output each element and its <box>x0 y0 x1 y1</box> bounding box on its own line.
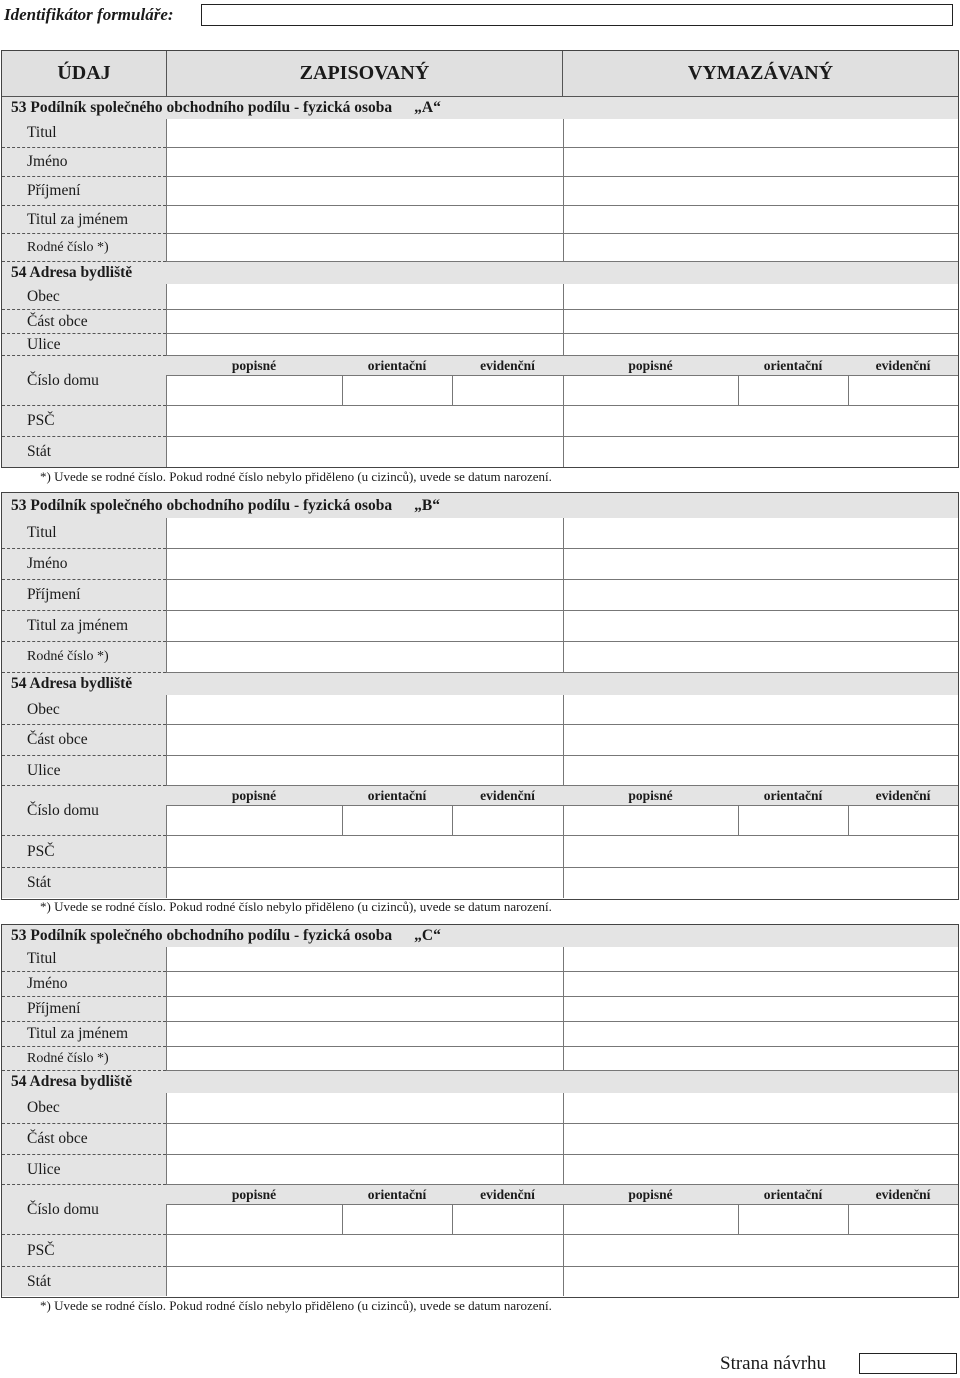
sublabel-orientacni: orientační <box>738 786 848 806</box>
titul-zapisovany-field[interactable] <box>166 119 563 148</box>
label-cast-obce: Část obce <box>2 1124 166 1155</box>
row-adresa <box>2 673 958 695</box>
label-rodne-cislo: Rodné číslo *) <box>2 234 166 262</box>
label-obec: Obec <box>2 1093 166 1124</box>
adresa-header-band <box>166 262 958 284</box>
label-stat: Stát <box>2 437 166 467</box>
popisne-vymazavany-field[interactable] <box>563 1205 738 1235</box>
row-titul <box>2 947 958 972</box>
label-jmeno: Jméno <box>2 148 166 177</box>
label-psc: PSČ <box>2 406 166 437</box>
titul-za-vymazavany-field[interactable] <box>563 611 958 642</box>
cast-obce-vymazavany-field[interactable] <box>563 1124 958 1155</box>
adresa-header-band <box>166 673 958 695</box>
popisne-vymazavany-field[interactable] <box>563 376 738 406</box>
orientacni-zapisovany-field[interactable] <box>342 376 452 406</box>
stat-vymazavany-field[interactable] <box>563 868 958 898</box>
ulice-vymazavany-field[interactable] <box>563 1155 958 1185</box>
cast-obce-vymazavany-field[interactable] <box>563 310 958 334</box>
psc-vymazavany-field[interactable] <box>563 836 958 868</box>
jmeno-vymazavany-field[interactable] <box>563 972 958 997</box>
psc-vymazavany-field[interactable] <box>563 406 958 437</box>
row-ulice <box>2 756 958 786</box>
sublabel-popisne: popisné <box>166 356 342 376</box>
label-psc: PSČ <box>2 836 166 868</box>
prijmeni-zapisovany-field[interactable] <box>166 997 563 1022</box>
row-cislo-domu <box>2 786 958 836</box>
row-cast-obce <box>2 1124 958 1155</box>
prijmeni-zapisovany-field[interactable] <box>166 177 563 206</box>
label-rodne-cislo: Rodné číslo *) <box>2 1047 166 1071</box>
orientacni-zapisovany-field[interactable] <box>342 806 452 836</box>
popisne-zapisovany-field[interactable] <box>166 1205 342 1235</box>
jmeno-vymazavany-field[interactable] <box>563 148 958 177</box>
label-titul: Titul <box>2 947 166 972</box>
ulice-zapisovany-field[interactable] <box>166 1155 563 1185</box>
row-jmeno <box>2 549 958 580</box>
row-obec <box>2 695 958 725</box>
row-stat <box>2 868 958 898</box>
evidencni-zapisovany-field[interactable] <box>452 806 563 836</box>
label-adresa: 54 Adresa bydliště <box>2 262 166 284</box>
obec-vymazavany-field[interactable] <box>563 284 958 310</box>
label-cislo-domu: Číslo domu <box>2 786 166 836</box>
prijmeni-vymazavany-field[interactable] <box>563 997 958 1022</box>
titul-vymazavany-field[interactable] <box>563 947 958 972</box>
sublabel-evidencni: evidenční <box>452 356 563 376</box>
psc-zapisovany-field[interactable] <box>166 406 563 437</box>
row-cislo-domu <box>2 356 958 406</box>
evidencni-vymazavany-field[interactable] <box>848 376 958 406</box>
titul-za-vymazavany-field[interactable] <box>563 206 958 234</box>
stat-zapisovany-field[interactable] <box>166 437 563 467</box>
row-titul <box>2 119 958 148</box>
prijmeni-vymazavany-field[interactable] <box>563 177 958 206</box>
sublabel-popisne: popisné <box>563 1185 738 1205</box>
stat-vymazavany-field[interactable] <box>563 1267 958 1296</box>
label-prijmeni: Příjmení <box>2 580 166 611</box>
block-person-b <box>1 492 959 900</box>
column-headers <box>2 51 958 97</box>
label-obec: Obec <box>2 695 166 725</box>
stat-vymazavany-field[interactable] <box>563 437 958 467</box>
row-rodne-cislo <box>2 642 958 673</box>
row-stat <box>2 437 958 467</box>
orientacni-zapisovany-field[interactable] <box>342 1205 452 1235</box>
row-adresa <box>2 1071 958 1093</box>
cast-obce-zapisovany-field[interactable] <box>166 310 563 334</box>
jmeno-zapisovany-field[interactable] <box>166 972 563 997</box>
cast-obce-zapisovany-field[interactable] <box>166 1124 563 1155</box>
form-id-label: Identifikátor formuláře: <box>4 5 174 24</box>
sublabel-orientacni: orientační <box>342 1185 452 1205</box>
row-obec <box>2 1093 958 1124</box>
sublabel-popisne: popisné <box>166 1185 342 1205</box>
cast-obce-zapisovany-field[interactable] <box>166 725 563 756</box>
psc-vymazavany-field[interactable] <box>563 1235 958 1267</box>
titul-za-vymazavany-field[interactable] <box>563 1022 958 1047</box>
popisne-zapisovany-field[interactable] <box>166 806 342 836</box>
row-jmeno <box>2 972 958 997</box>
row-ulice <box>2 1155 958 1185</box>
label-cislo-domu: Číslo domu <box>2 356 166 406</box>
sublabel-orientacni: orientační <box>738 356 848 376</box>
popisne-zapisovany-field[interactable] <box>166 376 342 406</box>
label-psc: PSČ <box>2 1235 166 1267</box>
row-rodne-cislo <box>2 1047 958 1071</box>
section-title <box>2 925 958 947</box>
label-cislo-domu: Číslo domu <box>2 1185 166 1235</box>
label-stat: Stát <box>2 1267 166 1296</box>
section-tag: „A“ <box>414 99 441 116</box>
label-titul-za: Titul za jménem <box>2 611 166 642</box>
label-stat: Stát <box>2 868 166 898</box>
ulice-zapisovany-field[interactable] <box>166 756 563 786</box>
sublabel-orientacni: orientační <box>342 356 452 376</box>
rodne-cislo-zapisovany-field[interactable] <box>166 642 563 673</box>
sublabel-orientacni: orientační <box>738 1185 848 1205</box>
evidencni-vymazavany-field[interactable] <box>848 1205 958 1235</box>
evidencni-zapisovany-field[interactable] <box>452 1205 563 1235</box>
section-title <box>2 97 958 119</box>
row-adresa <box>2 262 958 284</box>
titul-zapisovany-field[interactable] <box>166 518 563 549</box>
ulice-vymazavany-field[interactable] <box>563 334 958 356</box>
sublabel-evidencni: evidenční <box>848 786 958 806</box>
rodne-cislo-vymazavany-field[interactable] <box>563 642 958 673</box>
form-id-field[interactable] <box>201 4 953 26</box>
section-title-text: 53 Podílník společného obchodního podílu - fyzická osoba <box>11 99 393 116</box>
label-titul: Titul <box>2 119 166 148</box>
block-person-c <box>1 924 959 1298</box>
sublabel-orientacni: orientační <box>342 786 452 806</box>
row-obec <box>2 284 958 310</box>
row-cast-obce <box>2 725 958 756</box>
sublabel-evidencni: evidenční <box>848 356 958 376</box>
column-header-vymazavany: VYMAZÁVANÝ <box>562 51 958 96</box>
orientacni-vymazavany-field[interactable] <box>738 376 848 406</box>
label-adresa: 54 Adresa bydliště <box>2 1071 166 1093</box>
row-prijmeni <box>2 997 958 1022</box>
section-title-text: 53 Podílník společného obchodního podílu - fyzická osoba <box>11 496 393 514</box>
titul-za-zapisovany-field[interactable] <box>166 206 563 234</box>
footnote: *) Uvede se rodné číslo. Pokud rodné číslo nebylo přiděleno (u cizinců), uvede se datum narození. <box>40 469 552 484</box>
label-cast-obce: Část obce <box>2 310 166 334</box>
row-jmeno <box>2 148 958 177</box>
label-ulice: Ulice <box>2 756 166 786</box>
stat-zapisovany-field[interactable] <box>166 868 563 898</box>
ulice-vymazavany-field[interactable] <box>563 756 958 786</box>
label-cast-obce: Část obce <box>2 725 166 756</box>
label-prijmeni: Příjmení <box>2 997 166 1022</box>
row-cast-obce <box>2 310 958 334</box>
label-prijmeni: Příjmení <box>2 177 166 206</box>
row-rodne-cislo <box>2 234 958 262</box>
rodne-cislo-zapisovany-field[interactable] <box>166 1047 563 1071</box>
section-tag: „B“ <box>414 496 440 514</box>
obec-zapisovany-field[interactable] <box>166 1093 563 1124</box>
sublabel-evidencni: evidenční <box>848 1185 958 1205</box>
orientacni-vymazavany-field[interactable] <box>738 806 848 836</box>
row-ulice <box>2 334 958 356</box>
sublabel-evidencni: evidenční <box>452 1185 563 1205</box>
prijmeni-vymazavany-field[interactable] <box>563 580 958 611</box>
titul-za-zapisovany-field[interactable] <box>166 1022 563 1047</box>
psc-zapisovany-field[interactable] <box>166 1235 563 1267</box>
adresa-header-band <box>166 1071 958 1093</box>
row-titul-za <box>2 611 958 642</box>
row-prijmeni <box>2 177 958 206</box>
stat-zapisovany-field[interactable] <box>166 1267 563 1296</box>
jmeno-vymazavany-field[interactable] <box>563 549 958 580</box>
row-cislo-domu <box>2 1185 958 1235</box>
evidencni-zapisovany-field[interactable] <box>452 376 563 406</box>
section-tag: „C“ <box>414 927 441 944</box>
block-person-a <box>1 50 959 468</box>
row-titul <box>2 518 958 549</box>
rodne-cislo-vymazavany-field[interactable] <box>563 1047 958 1071</box>
sublabel-popisne: popisné <box>563 356 738 376</box>
row-stat <box>2 1267 958 1296</box>
titul-zapisovany-field[interactable] <box>166 947 563 972</box>
footnote: *) Uvede se rodné číslo. Pokud rodné číslo nebylo přiděleno (u cizinců), uvede se datum narození. <box>40 899 552 914</box>
label-titul-za: Titul za jménem <box>2 1022 166 1047</box>
sublabel-evidencni: evidenční <box>452 786 563 806</box>
footnote: *) Uvede se rodné číslo. Pokud rodné číslo nebylo přiděleno (u cizinců), uvede se datum narození. <box>40 1298 552 1313</box>
row-psc <box>2 406 958 437</box>
label-adresa: 54 Adresa bydliště <box>2 673 166 695</box>
prijmeni-zapisovany-field[interactable] <box>166 580 563 611</box>
section-title-text: 53 Podílník společného obchodního podílu - fyzická osoba <box>11 927 393 944</box>
label-obec: Obec <box>2 284 166 310</box>
obec-zapisovany-field[interactable] <box>166 284 563 310</box>
row-titul-za <box>2 1022 958 1047</box>
row-psc <box>2 1235 958 1267</box>
psc-zapisovany-field[interactable] <box>166 836 563 868</box>
popisne-vymazavany-field[interactable] <box>563 806 738 836</box>
row-prijmeni <box>2 580 958 611</box>
jmeno-zapisovany-field[interactable] <box>166 549 563 580</box>
cast-obce-vymazavany-field[interactable] <box>563 725 958 756</box>
titul-vymazavany-field[interactable] <box>563 119 958 148</box>
page-number-field[interactable] <box>859 1353 957 1374</box>
titul-vymazavany-field[interactable] <box>563 518 958 549</box>
column-header-zapisovany: ZAPISOVANÝ <box>166 51 562 96</box>
titul-za-zapisovany-field[interactable] <box>166 611 563 642</box>
label-ulice: Ulice <box>2 334 166 356</box>
section-title <box>2 493 958 518</box>
label-rodne-cislo: Rodné číslo *) <box>2 642 166 673</box>
rodne-cislo-vymazavany-field[interactable] <box>563 234 958 262</box>
row-titul-za <box>2 206 958 234</box>
rodne-cislo-zapisovany-field[interactable] <box>166 234 563 262</box>
label-titul-za: Titul za jménem <box>2 206 166 234</box>
orientacni-vymazavany-field[interactable] <box>738 1205 848 1235</box>
obec-vymazavany-field[interactable] <box>563 695 958 725</box>
sublabel-popisne: popisné <box>563 786 738 806</box>
page-number-label: Strana návrhu <box>720 1353 827 1374</box>
column-header-udaj: ÚDAJ <box>57 62 111 84</box>
label-ulice: Ulice <box>2 1155 166 1185</box>
label-jmeno: Jméno <box>2 549 166 580</box>
label-jmeno: Jméno <box>2 972 166 997</box>
row-psc <box>2 836 958 868</box>
sublabel-popisne: popisné <box>166 786 342 806</box>
obec-vymazavany-field[interactable] <box>563 1093 958 1124</box>
ulice-zapisovany-field[interactable] <box>166 334 563 356</box>
jmeno-zapisovany-field[interactable] <box>166 148 563 177</box>
obec-zapisovany-field[interactable] <box>166 695 563 725</box>
label-titul: Titul <box>2 518 166 549</box>
evidencni-vymazavany-field[interactable] <box>848 806 958 836</box>
